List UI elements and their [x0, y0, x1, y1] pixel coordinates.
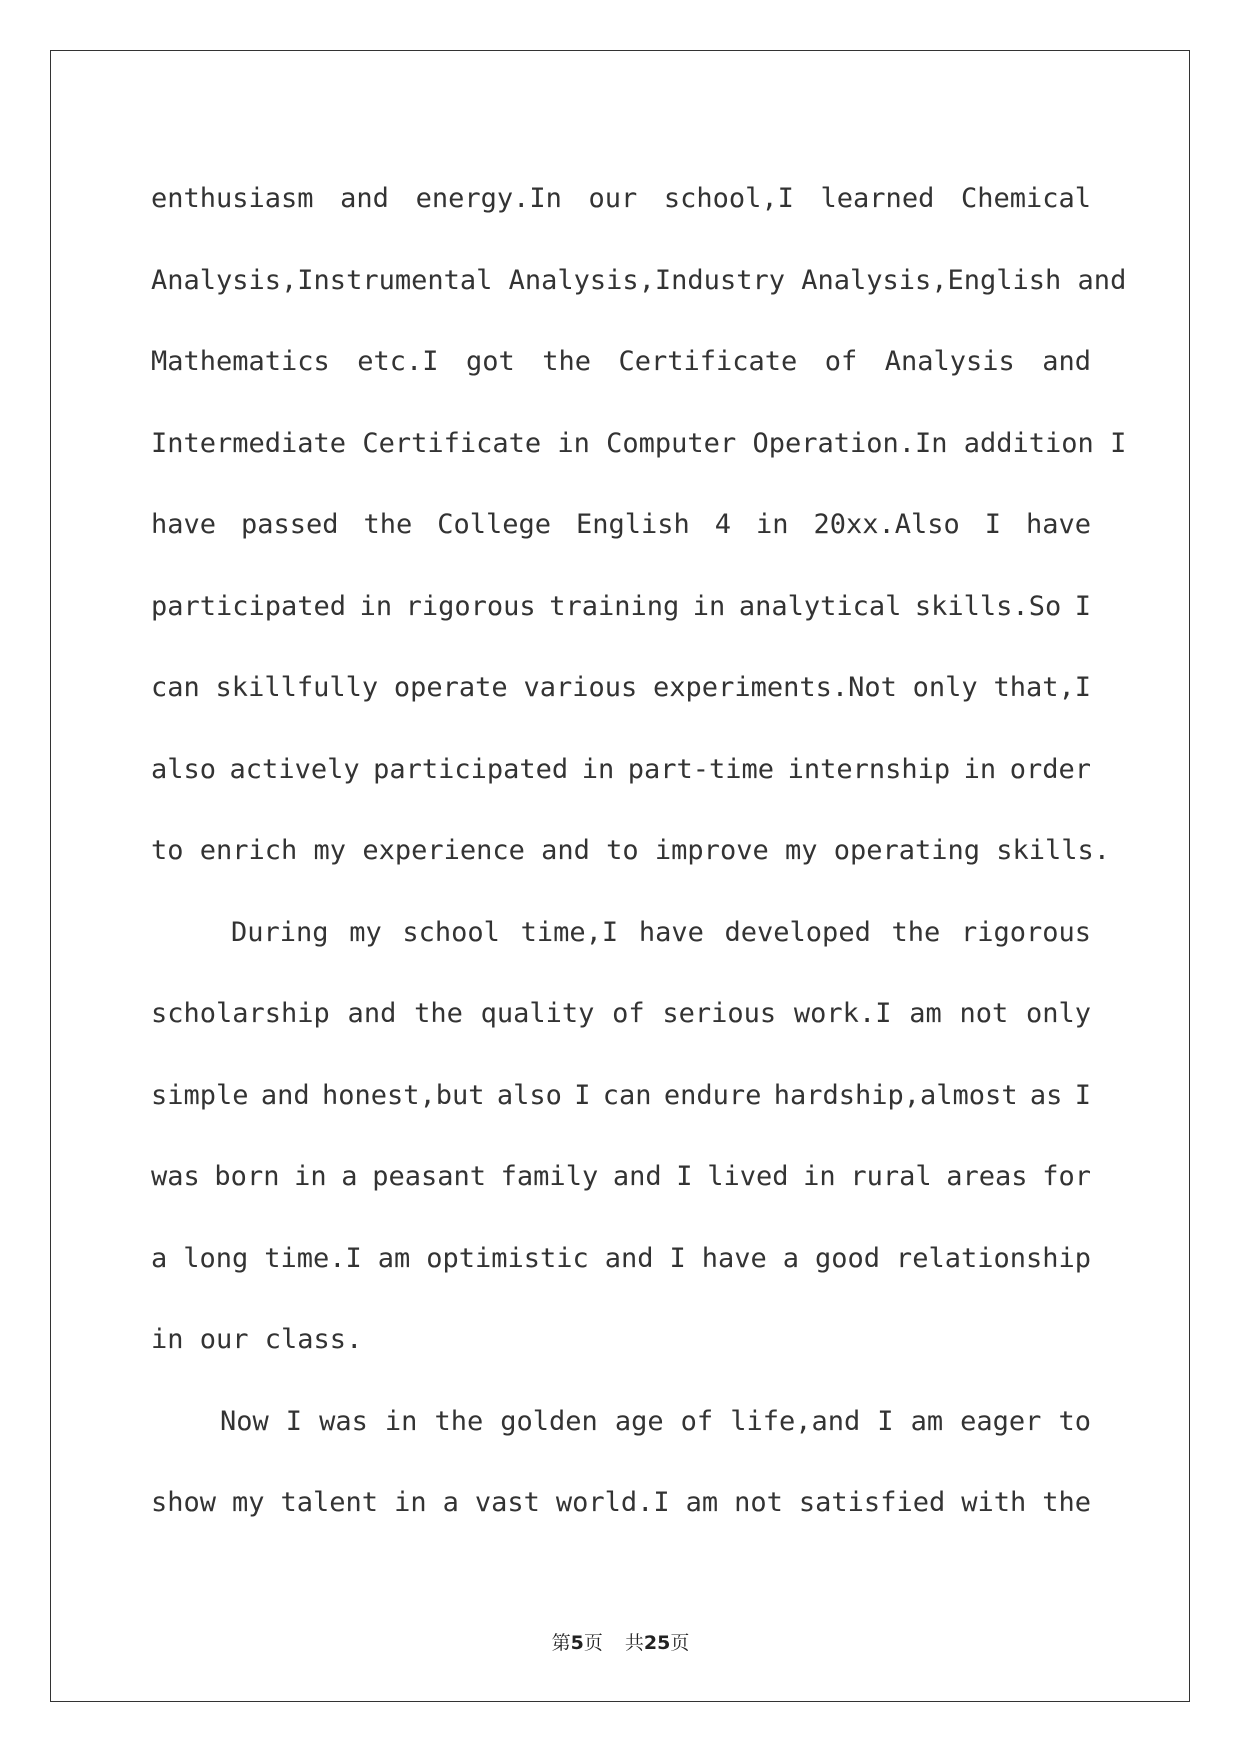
- total-pages: 25: [643, 1632, 671, 1654]
- text-line: have passed the College English 4 in 20xx.Also I have: [151, 509, 1091, 540]
- text-line: Mathematics etc.I got the Certificate of Analysis and: [151, 346, 1091, 377]
- text-line: During my school time,I have developed the rigorous: [231, 916, 1091, 948]
- page-footer: [0, 1628, 1241, 1655]
- text-line: Analysis,Instrumental Analysis,Industry Analysis,English and: [151, 264, 1127, 296]
- total-prefix: 共: [624, 1632, 644, 1654]
- page-suffix: 页: [583, 1632, 603, 1654]
- text-line: can skillfully operate various experiments.Not only that,I: [151, 672, 1091, 703]
- text-line: in our class.: [151, 1324, 363, 1355]
- text-line: was born in a peasant family and I lived in rural areas for: [151, 1161, 1091, 1192]
- page-prefix: 第: [551, 1632, 571, 1654]
- text-line: Intermediate Certificate in Computer Operation.In addition I: [151, 427, 1127, 459]
- total-suffix: 页: [670, 1632, 690, 1654]
- text-line: simple and honest,but also I can endure hardship,almost as I: [151, 1079, 1091, 1111]
- page-number: 5: [570, 1632, 584, 1654]
- text-line: enthusiasm and energy.In our school,I learned Chemical: [151, 183, 1091, 214]
- text-line: to enrich my experience and to improve my operating skills.: [151, 835, 1111, 866]
- document-body: [151, 158, 1127, 1544]
- text-line: show my talent in a vast world.I am not satisfied with the: [151, 1487, 1091, 1518]
- text-line: participated in rigorous training in analytical skills.So I: [151, 590, 1091, 622]
- text-line: scholarship and the quality of serious work.I am not only: [151, 998, 1091, 1029]
- text-line: a long time.I am optimistic and I have a good relationship: [151, 1242, 1091, 1274]
- text-line: also actively participated in part-time internship in order: [151, 753, 1091, 785]
- text-line: Now I was in the golden age of life,and I am eager to: [220, 1405, 1091, 1437]
